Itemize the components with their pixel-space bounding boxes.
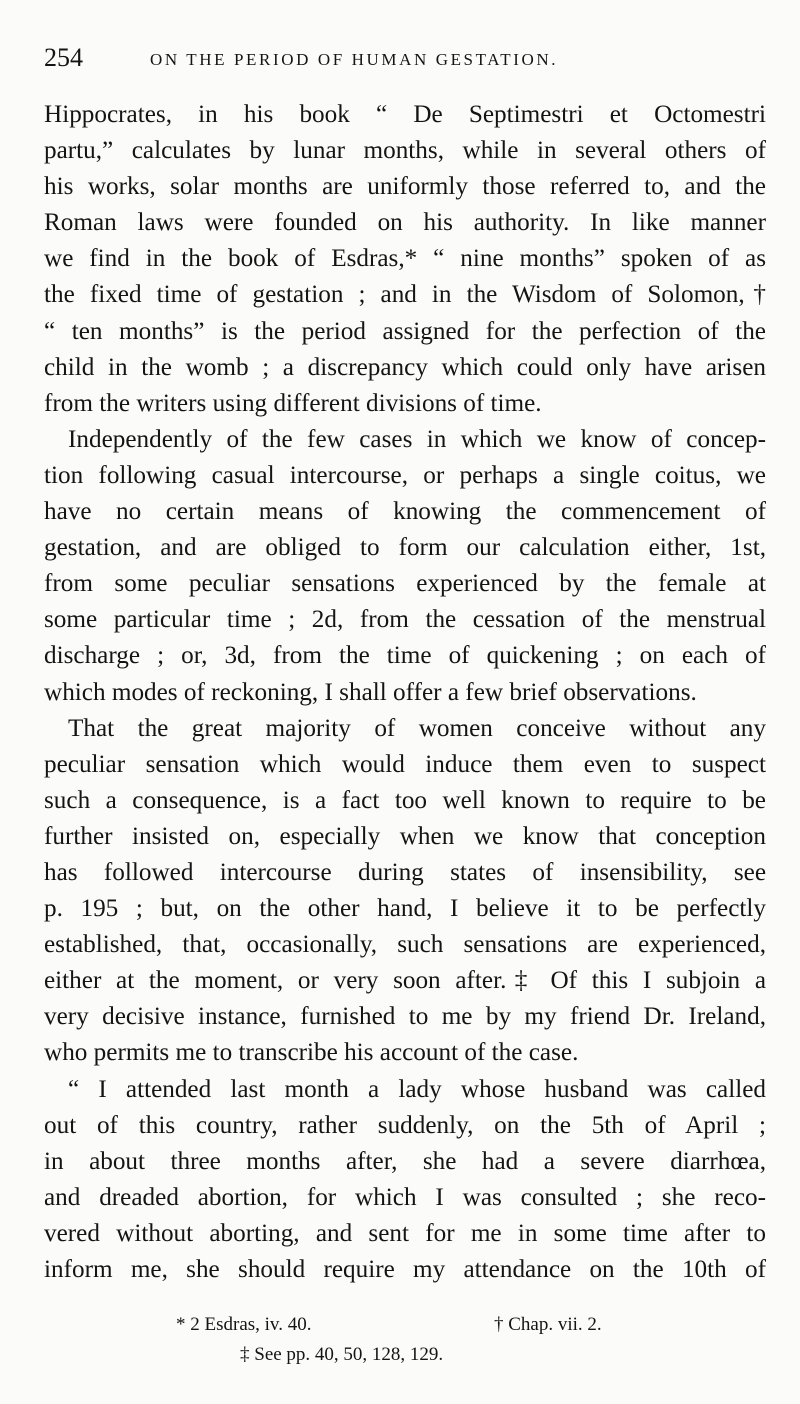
text-line: That the great majority of women conceive without any: [68, 714, 766, 742]
text-line: such a consequence, is a fact too well known to require to be: [44, 786, 766, 814]
paragraph-case-quote: [44, 1072, 766, 1289]
text-line: from some peculiar sensations experienced by the female at: [44, 570, 766, 598]
text-line: gestation, and are obliged to form our calculation either, 1st,: [44, 534, 766, 562]
text-line: some particular time ; 2d, from the cessation of the menstrual: [44, 606, 766, 634]
footnote-esdras: * 2 Esdras, iv. 40.: [176, 1314, 312, 1335]
running-title: ON THE PERIOD OF HUMAN GESTATION.: [150, 50, 559, 69]
text-line: established, that, occasionally, such sensations are experienced,: [44, 931, 766, 959]
text-line: Roman laws were founded on his authority. In like manner: [44, 209, 766, 237]
text-line: partu,” calculates by lunar months, while in several others of: [44, 137, 766, 165]
text-line: tion following casual intercourse, or perhaps a single coitus, we: [44, 461, 766, 489]
text-line: Hippocrates, in his book “ De Septimestri et Octomestri: [44, 101, 766, 128]
text-line: his works, solar months are uniformly those referred to, and the: [44, 173, 766, 201]
text-line: either at the moment, or very soon after.‡ Of this I subjoin a: [44, 967, 766, 995]
text-line: has followed intercourse during states of insensibility, see: [44, 858, 766, 886]
text-line: out of this country, rather suddenly, on the 5th of April ;: [44, 1111, 766, 1139]
text-line: peculiar sensation which would induce them even to suspect: [44, 750, 766, 778]
text-line: have no certain means of knowing the commencement of: [44, 498, 766, 526]
footnote-pages: ‡ See pp. 40, 50, 128, 129.: [240, 1344, 444, 1365]
paragraph-hippocrates: [44, 97, 766, 422]
page-number: 254: [44, 43, 83, 72]
footnote-row: [44, 1340, 766, 1370]
text-line: inform me, she should require my attendance on the 10th of: [44, 1256, 766, 1283]
running-head: [44, 40, 764, 76]
text-line: “ I attended last month a lady whose husband was called: [68, 1075, 766, 1103]
text-line: vered without aborting, and sent for me in some time after to: [44, 1219, 766, 1247]
body-text: [44, 97, 766, 1288]
text-line: Independently of the few cases in which we know of concep-: [68, 425, 766, 453]
footnotes: [44, 1310, 766, 1370]
paragraph-majority: [44, 711, 766, 1072]
text-line: further insisted on, especially when we know that conception: [44, 822, 766, 850]
text-line: p. 195 ; but, on the other hand, I believe it to be perfectly: [44, 895, 766, 923]
text-line: discharge ; or, 3d, from the time of quickening ; on each of: [44, 642, 766, 670]
text-line: who permits me to transcribe his account of the case.: [44, 1039, 579, 1067]
footnote-chapter: † Chap. vii. 2.: [494, 1314, 602, 1335]
text-line: very decisive instance, furnished to me by my friend Dr. Ireland,: [44, 1003, 766, 1031]
paragraph-independently: [44, 422, 766, 711]
text-line: the fixed time of gestation ; and in the Wisdom of Solomon,†: [44, 281, 766, 309]
text-line: we find in the book of Esdras,* “ nine months” spoken of as: [44, 245, 766, 273]
text-line: in about three months after, she had a severe diarrhœa,: [44, 1147, 766, 1175]
text-line: and dreaded abortion, for which I was consulted ; she reco-: [44, 1183, 766, 1211]
text-line: which modes of reckoning, I shall offer a few brief observations.: [44, 678, 697, 706]
text-line: from the writers using different divisions of time.: [44, 389, 542, 417]
text-line: child in the womb ; a discrepancy which could only have arisen: [44, 353, 766, 381]
footnote-row: [44, 1310, 766, 1340]
text-line: “ ten months” is the period assigned for the perfection of the: [44, 317, 766, 345]
